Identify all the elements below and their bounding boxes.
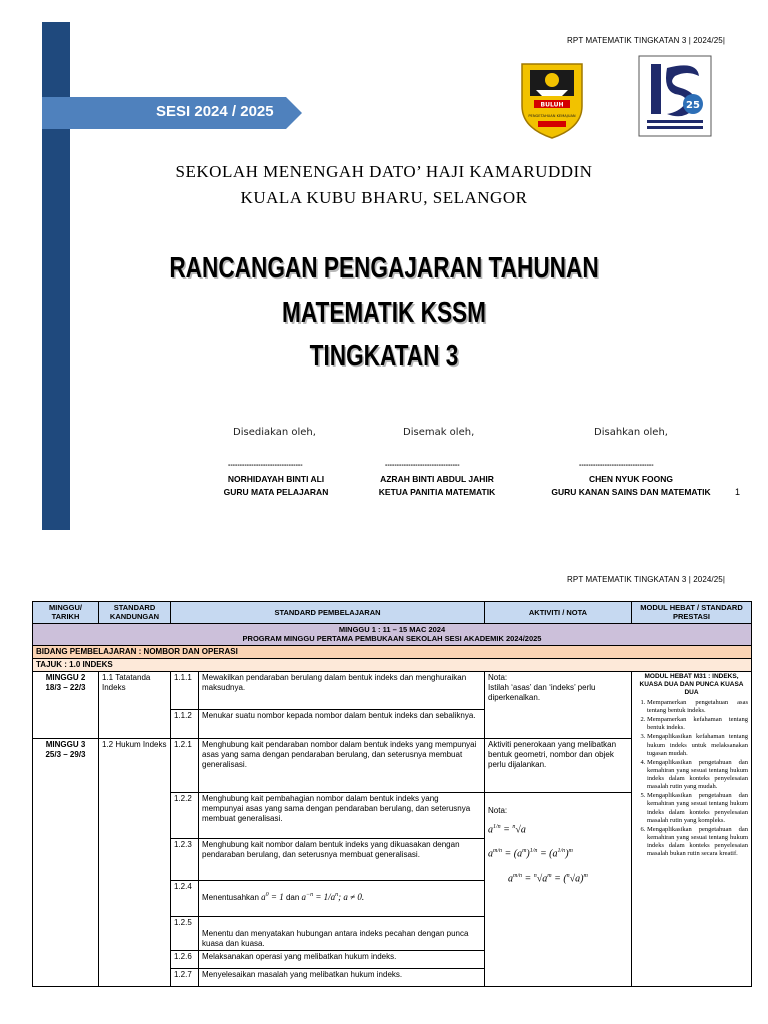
modul-cell <box>632 671 752 986</box>
form-title: TINGKATAN 3 <box>309 340 459 372</box>
signatory-position-approved: GURU KANAN SAINS DAN MATEMATIK <box>551 487 711 497</box>
sp-code: 1.2.5 <box>171 916 199 950</box>
nota-cell-2 <box>485 792 632 986</box>
signatory-position-prepared: GURU MATA PELAJARAN <box>223 487 329 497</box>
header-standard-kandungan: STANDARD KANDUNGAN <box>99 602 171 624</box>
sp-code: 1.2.3 <box>171 838 199 880</box>
sk-cell-3 <box>99 738 171 986</box>
week-label: MINGGU 3 <box>45 739 86 749</box>
signature-line-approved: -------------------------------- <box>579 462 654 469</box>
nota-formula-3: $a^{m/n} = ^n√a^m = (^n√a)^m$ <box>508 873 588 885</box>
header-modul: MODUL HEBAT / STANDARD PRESTASI <box>632 602 752 624</box>
list-item: 2. Mempamerkan kefahaman tentang bentuk indeks. <box>647 716 748 732</box>
school-name: SEKOLAH MENENGAH DATO’ HAJI KAMARUDDIN <box>175 162 593 181</box>
subject-title: MATEMATIK KSSM <box>282 297 486 329</box>
sk-label: Hukum Indeks <box>115 739 167 749</box>
aktiviti-cell: Aktiviti penerokaan yang melibatkan bentuk geometri, nombor dan objek perlu dijalankan. <box>485 738 632 792</box>
list-item: 3. Mengaplikasikan kefahaman tentang hukum indeks untuk melaksanakan tugasan mudah. <box>647 733 748 757</box>
modul-title: MODUL HEBAT M31 : INDEKS, KUASA DUA DAN PUNCA KUASA DUA <box>639 672 744 696</box>
document-title: RANCANGAN PENGAJARAN TAHUNAN <box>169 252 599 284</box>
sp-text: Menghubung kait pembahagian nombor dalam bentuk indeks yang mempunyai asas yang sama dengan pendaraban berulang, dan seterusnya membuat generalisasi. <box>199 792 485 838</box>
signature-role-prepared: Disediakan oleh, <box>233 427 316 438</box>
table-row <box>33 671 752 709</box>
anniversary-number: 25 <box>686 100 700 111</box>
table-header-row <box>33 602 752 624</box>
sk-code: 1.1 <box>102 672 114 682</box>
sp-code: 1.2.7 <box>171 968 199 986</box>
header-minggu: MINGGU/ TARIKH <box>33 602 99 624</box>
sk-label: Tatatanda Indeks <box>102 672 151 692</box>
week-dates: 18/3 – 22/3 <box>45 682 86 692</box>
page-header: RPT MATEMATIK TINGKATAN 3 | 2024/25| <box>567 36 726 45</box>
signatory-name-reviewed: AZRAH BINTI ABDUL JAHIR <box>380 474 494 484</box>
minggu1-program: PROGRAM MINGGU PERTAMA PEMBUKAAN SEKOLAH SESI AKADEMIK 2024/2025 <box>242 634 542 644</box>
sk-code: 1.2 <box>102 739 114 749</box>
crest-text-buluh: BULUH <box>540 101 564 109</box>
signatory-position-reviewed: KETUA PANITIA MATEMATIK <box>378 487 496 497</box>
sp-text: Menghubung kait pendaraban nombor dalam bentuk indeks yang mempunyai asas yang sama dengan pendaraban berulang, dan seterusnya membuat generalisasi. <box>199 738 485 792</box>
signature-role-reviewed: Disemak oleh, <box>403 427 475 438</box>
nota-formula-2: $a^{m/n} = (a^m)^{1/n} = (a^{1/n})^m$ <box>488 848 573 860</box>
page-header-2: RPT MATEMATIK TINGKATAN 3 | 2024/25| <box>567 575 726 584</box>
signatory-name-approved: CHEN NYUK FOONG <box>588 474 674 484</box>
list-item: 6. Mengaplikasikan pengetahuan dan kemahiran yang sesuai tentang hukum indeks dalam konteks penyelesaian masalah bukan rutin secara kreatif. <box>647 826 748 859</box>
minggu1-row <box>33 623 752 645</box>
signature-role-approved: Disahkan oleh, <box>594 427 668 438</box>
school-location: KUALA KUBU BHARU, SELANGOR <box>240 188 528 207</box>
sp-code: 1.1.1 <box>171 671 199 709</box>
sesi-banner-arrow <box>286 97 302 129</box>
sp-code: 1.2.1 <box>171 738 199 792</box>
sp-text: Menukar suatu nombor kepada nombor dalam bentuk indeks dan sebaliknya. <box>199 709 485 738</box>
sp-text: Menghubung kait nombor dalam bentuk indeks yang dikuasakan dengan pendaraban berulang, dan seterusnya membuat generalisasi. <box>199 838 485 880</box>
rpt-table <box>32 601 752 987</box>
list-item: 5. Mengaplikasikan pengetahuan dan kemahiran yang sesuai tentang hukum indeks dalam konteks penyelesaian masalah rutin yang kompleks. <box>647 792 748 825</box>
sp-code: 1.2.4 <box>171 880 199 916</box>
week-dates: 25/3 – 29/3 <box>45 749 86 759</box>
crest-text-motto: PENGETAHUAN KEMAJUAN <box>528 114 576 118</box>
tajuk-row <box>33 658 752 671</box>
signatory-name-prepared: NORHIDAYAH BINTI ALI <box>227 474 325 484</box>
minggu1-dates: MINGGU 1 : 11 – 15 MAC 2024 <box>338 624 446 634</box>
list-item: 4. Mengaplikasikan pengetahuan dan kemahiran yang sesuai tentang hukum indeks dalam konteks penyelesaian masalah rutin yang mudah. <box>647 759 748 792</box>
list-item: 1. Mempamerkan pengetahuan asas tentang bentuk indeks. <box>647 699 748 715</box>
nota-label: Nota: <box>488 805 508 815</box>
page-number: 1 <box>735 487 741 497</box>
sesi-label: SESI 2024 / 2025 <box>156 103 274 120</box>
header-standard-pembelajaran: STANDARD PEMBELAJARAN <box>171 602 485 624</box>
sp-text: Mewakilkan pendaraban berulang dalam bentuk indeks dan menghuraikan maksudnya. <box>199 671 485 709</box>
sp-text-formula: Menentusahkan $a^0 = 1$ dan $a^{-n} = 1/a^n$; a ≠ 0. <box>199 880 485 916</box>
week-label: MINGGU 2 <box>45 672 86 682</box>
sk-cell-2 <box>99 671 171 738</box>
school-crest-logo <box>514 54 590 140</box>
bidang-row <box>33 645 752 658</box>
sp-text: Menentu dan menyatakan hubungan antara indeks pecahan dengan punca kuasa dan kuasa. <box>199 916 485 950</box>
nota-label: Nota: <box>488 672 508 682</box>
sp-code: 1.2.2 <box>171 792 199 838</box>
signature-line-reviewed: -------------------------------- <box>385 462 460 469</box>
nota-text: Istilah ‘asas’ dan ‘indeks’ perlu diperkenalkan. <box>488 682 596 702</box>
sp-text: Menyelesaikan masalah yang melibatkan hukum indeks. <box>199 968 485 986</box>
week-cell-3 <box>33 738 99 986</box>
signature-line-prepared: -------------------------------- <box>228 462 303 469</box>
sp-text: Melaksanakan operasi yang melibatkan hukum indeks. <box>199 950 485 968</box>
week-cell-2 <box>33 671 99 738</box>
sp-code: 1.1.2 <box>171 709 199 738</box>
bidang-pembelajaran: BIDANG PEMBELAJARAN : NOMBOR DAN OPERASI <box>33 645 752 658</box>
modul-list <box>635 699 748 858</box>
header-aktiviti: AKTIVITI / NOTA <box>485 602 632 624</box>
nota-cell-1 <box>485 671 632 738</box>
sp-code: 1.2.6 <box>171 950 199 968</box>
nota-formula-1: $a^{1/n} = ^n√a$ <box>488 823 526 835</box>
anniversary-logo <box>637 54 713 138</box>
tajuk: TAJUK : 1.0 INDEKS <box>33 658 752 671</box>
